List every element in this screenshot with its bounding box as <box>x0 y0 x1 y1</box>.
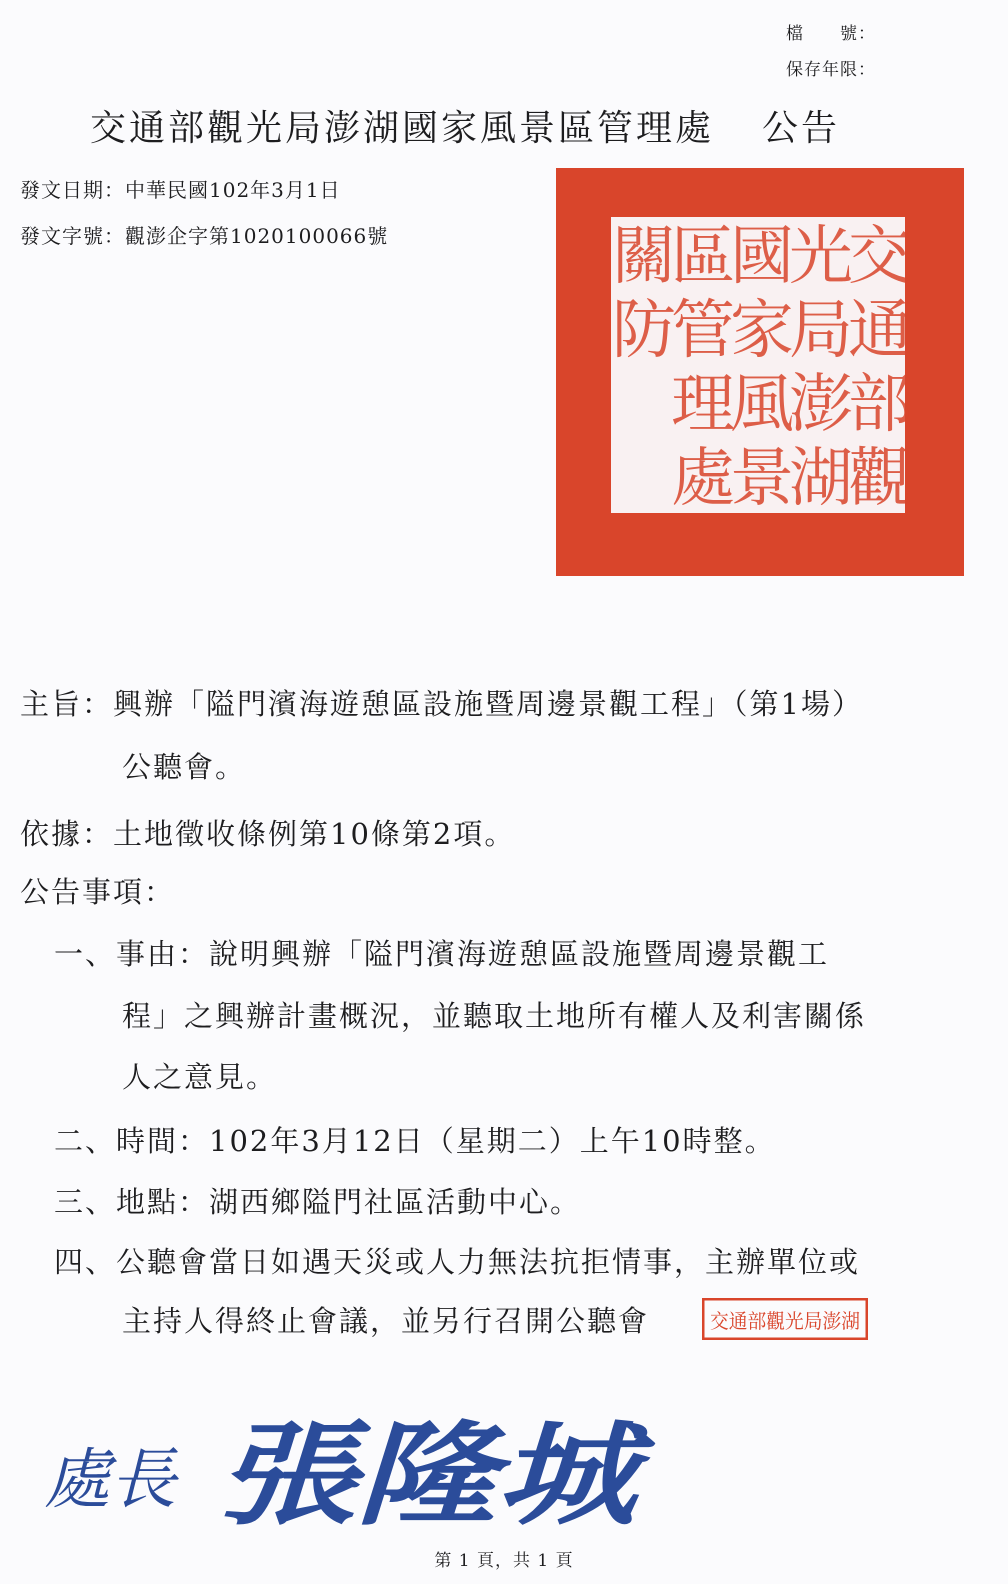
svg-text:部: 部 <box>848 368 912 442</box>
svg-text:交通部觀光局澎湖: 交通部觀光局澎湖 <box>710 1309 860 1333</box>
svg-text:景: 景 <box>730 442 794 516</box>
page-number: 第 1 頁，共 1 頁 <box>434 1551 574 1571</box>
svg-text:張隆城: 張隆城 <box>216 1410 656 1541</box>
svg-text:交: 交 <box>848 220 912 294</box>
subject-line-2: 公聽會。 <box>122 750 247 784</box>
issue-number: 發文字號：觀澎企字第1020100066號 <box>20 224 389 248</box>
items-heading: 公告事項： <box>20 875 176 909</box>
small-seal <box>702 1298 868 1340</box>
svg-text:理: 理 <box>671 368 735 442</box>
svg-text:處: 處 <box>671 442 735 516</box>
item-4-line-2: 主持人得終止會議，並另行召開公聽會 <box>122 1304 650 1338</box>
item-4-line-1: 四、公聽會當日如遇天災或人力無法抗拒情事，主辦單位或 <box>54 1245 861 1279</box>
svg-text:觀: 觀 <box>848 442 912 516</box>
svg-text:防: 防 <box>612 294 676 368</box>
subject-label: 主旨： <box>20 687 114 721</box>
official-seal <box>554 166 966 578</box>
item-1-line-1: 一、事由：說明興辦「隘門濱海遊憩區設施暨周邊景觀工 <box>54 937 830 971</box>
svg-text:家: 家 <box>730 294 794 368</box>
svg-text:處長: 處長 <box>44 1441 176 1518</box>
item-marker: 二、 <box>54 1124 117 1158</box>
subject-text: 興辦「隘門濱海遊憩區設施暨周邊景觀工程」（第1場） <box>113 687 863 721</box>
director-signature <box>38 1390 658 1550</box>
basis-line <box>20 812 515 853</box>
svg-text:澎: 澎 <box>789 368 853 442</box>
item-2-line-1: 二、時間：102年3月12日（星期二）上午10時整。 <box>54 1124 776 1158</box>
basis-text: 土地徵收條例第10條第2項。 <box>113 817 516 851</box>
basis-label: 依據： <box>20 817 114 851</box>
item-1-line-3: 人之意見。 <box>122 1060 278 1094</box>
svg-text:局: 局 <box>789 294 853 368</box>
svg-text:光: 光 <box>789 220 853 294</box>
document-type: 公告 <box>762 108 841 149</box>
file-number-label: 檔 號： <box>786 24 876 44</box>
item-1-line-2: 程」之興辦計畫概況，並聽取土地所有權人及利害關係 <box>122 999 867 1033</box>
item-marker: 四、 <box>54 1245 117 1279</box>
document-title <box>90 100 840 151</box>
subject-line-1 <box>20 682 863 723</box>
agency-name: 交通部觀光局澎湖國家風景區管理處 <box>90 108 715 149</box>
issue-date: 發文日期：中華民國102年3月1日 <box>20 178 341 202</box>
svg-text:通: 通 <box>848 294 912 368</box>
svg-text:湖: 湖 <box>789 442 853 516</box>
svg-text:國: 國 <box>730 220 794 294</box>
item-marker: 三、 <box>54 1185 117 1219</box>
item-3-line-1: 三、地點：湖西鄉隘門社區活動中心。 <box>54 1185 582 1219</box>
svg-text:風: 風 <box>730 368 794 442</box>
item-marker: 一、 <box>54 937 117 971</box>
retention-period-label: 保存年限： <box>786 60 876 80</box>
svg-text:管: 管 <box>671 294 735 368</box>
svg-text:關: 關 <box>612 220 676 294</box>
svg-text:區: 區 <box>671 220 735 294</box>
